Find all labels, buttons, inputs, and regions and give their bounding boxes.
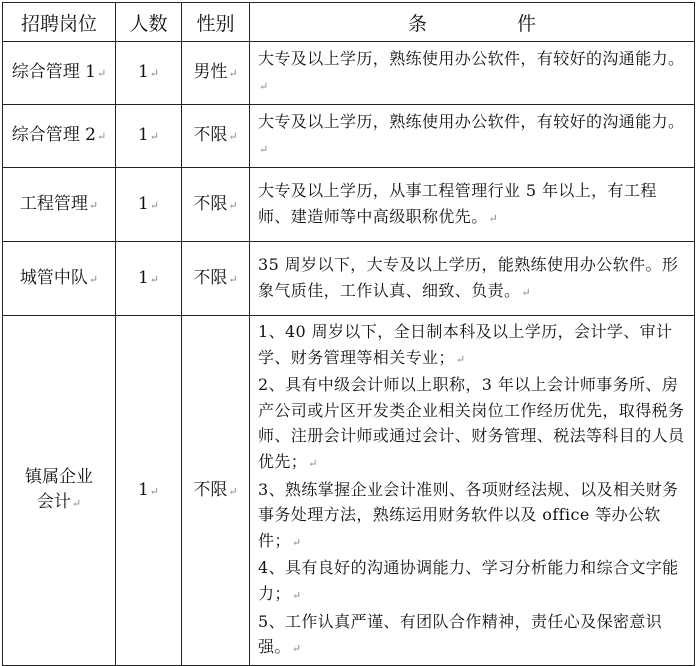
header-count: 人数 bbox=[116, 3, 182, 42]
condition-item: 3、熟练掌握企业会计准则、各项财经法规、以及相关财务事务处理方法，熟练运用财务软件以及 office 等办公软件；↵ bbox=[258, 479, 679, 550]
cell-conditions bbox=[250, 316, 695, 666]
cell-conditions: 大专及以上学历，熟练使用办公软件，有较好的沟通能力。↵ bbox=[250, 42, 695, 105]
condition-item: 2、具有中级会计师以上职称，3 年以上会计师事务所、房产公司或片区开发类企业相关岗位工作经历优先，取得税务师、注册会计师或通过会计、财务管理、税法等科目的人员优先；↵ bbox=[258, 375, 685, 471]
cell-position: 工程管理↵ bbox=[3, 168, 116, 242]
cell-conditions: 35 周岁以下，大专及以上学历，能熟练使用办公软件。形象气质佳，工作认真、细致、负责。↵ bbox=[250, 242, 695, 316]
header-position: 招聘岗位 bbox=[3, 3, 116, 42]
cell-position: 综合管理 1↵ bbox=[3, 42, 116, 105]
table-row bbox=[3, 168, 695, 242]
cell-position: 城管中队↵ bbox=[3, 242, 116, 316]
cell-count: 1↵ bbox=[116, 105, 182, 168]
cell-gender: 男性↵ bbox=[182, 42, 250, 105]
cell-gender: 不限↵ bbox=[182, 105, 250, 168]
cell-position: 镇属企业会计↵ bbox=[3, 316, 116, 666]
header-gender: 性别 bbox=[182, 3, 250, 42]
cell-count: 1↵ bbox=[116, 42, 182, 105]
cell-count: 1↵ bbox=[116, 242, 182, 316]
condition-item: 4、具有良好的沟通协调能力、学习分析能力和综合文字能力；↵ bbox=[258, 558, 679, 603]
condition-item: 1、40 周岁以下，全日制本科及以上学历，会计学、审计学、财务管理等相关专业；↵ bbox=[258, 322, 673, 367]
cell-gender: 不限↵ bbox=[182, 242, 250, 316]
cell-gender: 不限↵ bbox=[182, 168, 250, 242]
table-row bbox=[3, 242, 695, 316]
table-header-row bbox=[3, 3, 695, 42]
header-conditions-label: 条 件 bbox=[407, 12, 579, 35]
table-row bbox=[3, 42, 695, 105]
cell-conditions: 大专及以上学历，从事工程管理行业 5 年以上，有工程师、建造师等中高级职称优先。↵ bbox=[250, 168, 695, 242]
cell-conditions: 大专及以上学历，熟练使用办公软件，有较好的沟通能力。↵ bbox=[250, 105, 695, 168]
cell-position: 综合管理 2↵ bbox=[3, 105, 116, 168]
cell-gender: 不限↵ bbox=[182, 316, 250, 666]
recruitment-table bbox=[2, 2, 695, 666]
cell-count: 1↵ bbox=[116, 168, 182, 242]
table-row bbox=[3, 105, 695, 168]
cell-count: 1↵ bbox=[116, 316, 182, 666]
condition-item: 5、工作认真严谨、有团队合作精神，责任心及保密意识强。↵ bbox=[258, 611, 663, 657]
header-conditions bbox=[250, 3, 695, 42]
table-row bbox=[3, 316, 695, 666]
